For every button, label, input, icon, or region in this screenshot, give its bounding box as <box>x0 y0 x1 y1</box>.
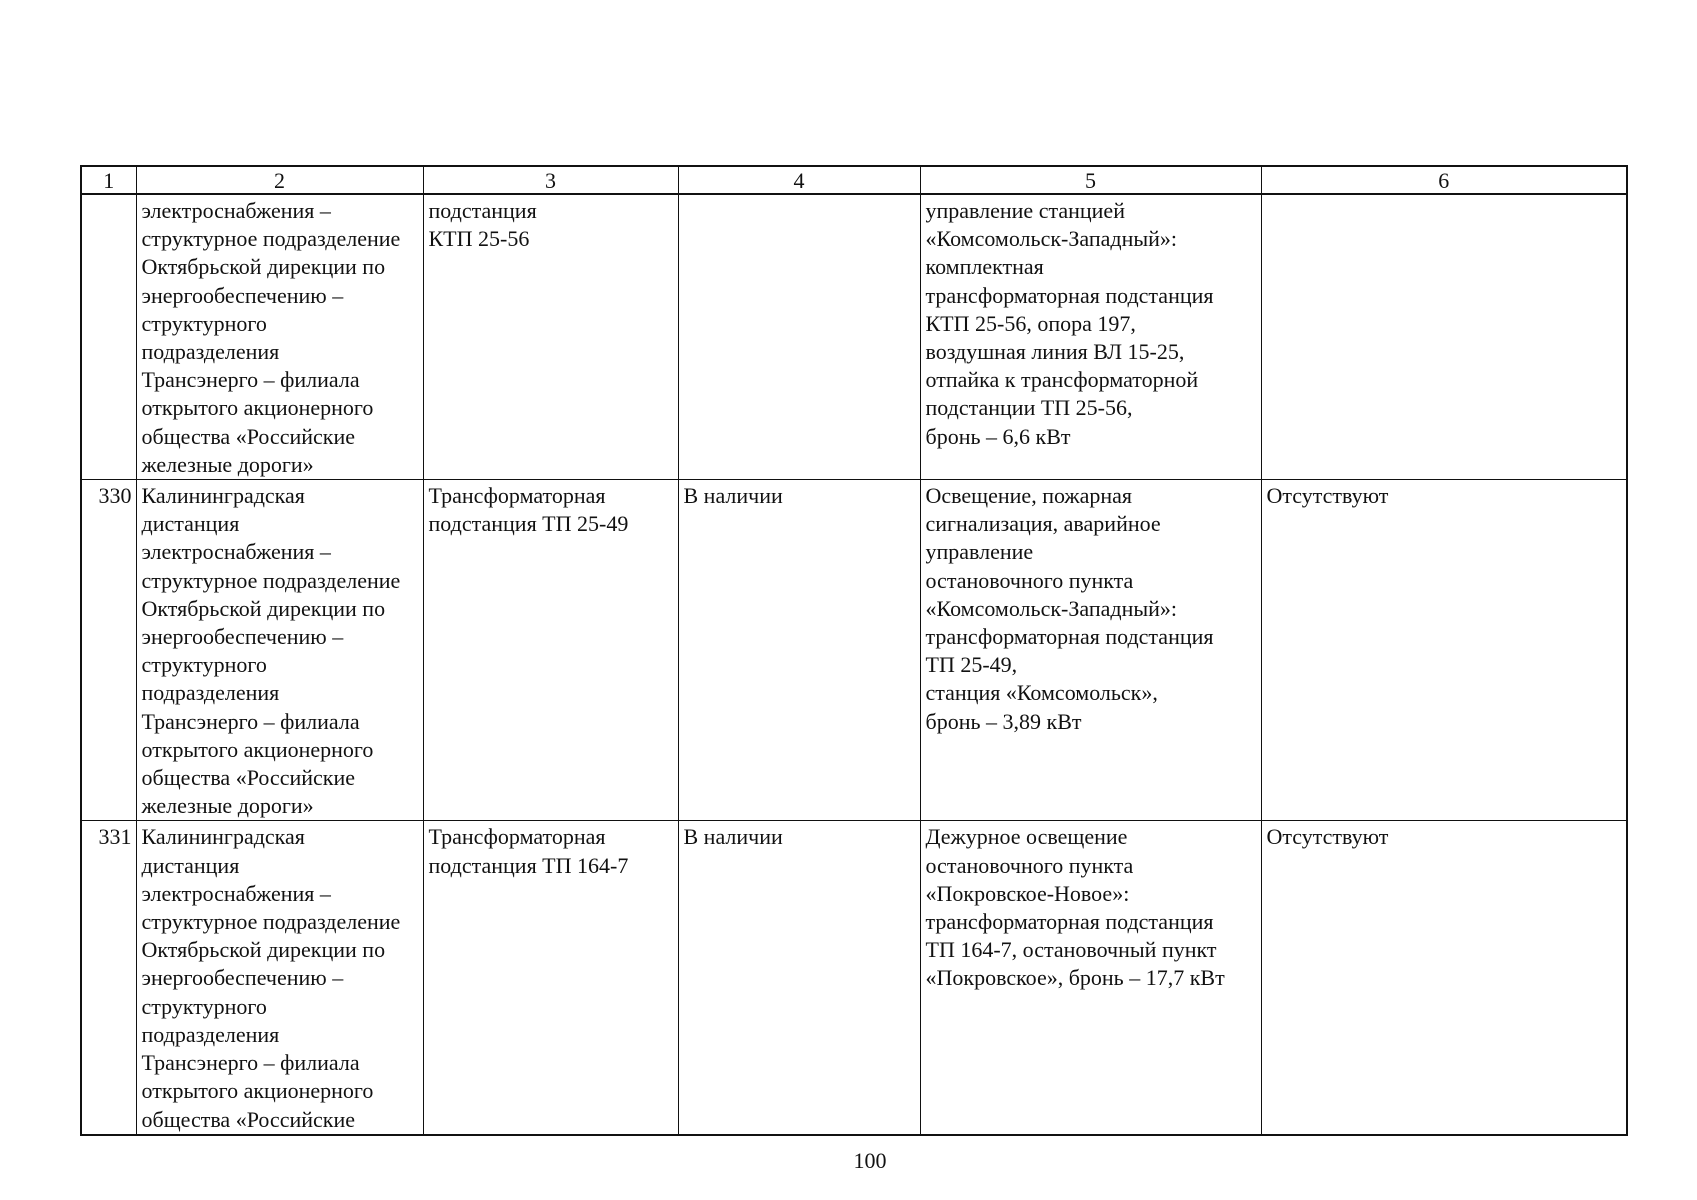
column-header-3: 3 <box>423 166 678 194</box>
document-table <box>80 165 1628 1136</box>
column-header-1: 1 <box>81 166 136 194</box>
notes-cell: Отсутствуют <box>1261 480 1627 821</box>
availability-cell: В наличии <box>678 480 920 821</box>
notes-cell <box>1261 194 1627 480</box>
table-row-331 <box>81 821 1627 1135</box>
availability-cell <box>678 194 920 480</box>
description-cell: Освещение, пожарная сигнализация, аварийное управление остановочного пункта «Комсомольск-Западный»: трансформаторная подстанция ТП 25-49, станция «Комсомольск», бронь – 3,89 кВт <box>920 480 1261 821</box>
description-cell: управление станцией «Комсомольск-Западный»: комплектная трансформаторная подстанция КТП 25-56, опора 197, воздушная линия ВЛ 15-25, отпайка к трансформаторной подстанции ТП 25-56, бронь – 6,6 кВт <box>920 194 1261 480</box>
table-header-row <box>81 166 1627 194</box>
organization-cell: Калининградская дистанция электроснабжения – структурное подразделение Октябрьской дирекции по энергообеспечению – структурного подразделения Трансэнерго – филиала открытого акционерного общества «Российские железные дороги» <box>136 480 423 821</box>
notes-cell: Отсутствуют <box>1261 821 1627 1135</box>
availability-cell: В наличии <box>678 821 920 1135</box>
row-number: 331 <box>81 821 136 1135</box>
object-cell: Трансформаторная подстанция ТП 164-7 <box>423 821 678 1135</box>
page-number: 100 <box>853 1148 887 1173</box>
description-cell: Дежурное освещение остановочного пункта «Покровское-Новое»: трансформаторная подстанция ТП 164-7, остановочный пункт «Покровское», бронь – 17,7 кВт <box>920 821 1261 1135</box>
row-number: 330 <box>81 480 136 821</box>
object-cell: Трансформаторная подстанция ТП 25-49 <box>423 480 678 821</box>
object-cell: подстанция КТП 25-56 <box>423 194 678 480</box>
row-number <box>81 194 136 480</box>
column-header-6: 6 <box>1261 166 1627 194</box>
column-header-2: 2 <box>136 166 423 194</box>
column-header-4: 4 <box>678 166 920 194</box>
organization-cell: Калининградская дистанция электроснабжения – структурное подразделение Октябрьской дирекции по энергообеспечению – структурного подразделения Трансэнерго – филиала открытого акционерного общества «Российские <box>136 821 423 1135</box>
column-header-5: 5 <box>920 166 1261 194</box>
table-row-continued <box>81 194 1627 480</box>
table-row-330 <box>81 480 1627 821</box>
organization-cell: электроснабжения – структурное подразделение Октябрьской дирекции по энергообеспечению – структурного подразделения Трансэнерго – филиала открытого акционерного общества «Российские железные дороги» <box>136 194 423 480</box>
